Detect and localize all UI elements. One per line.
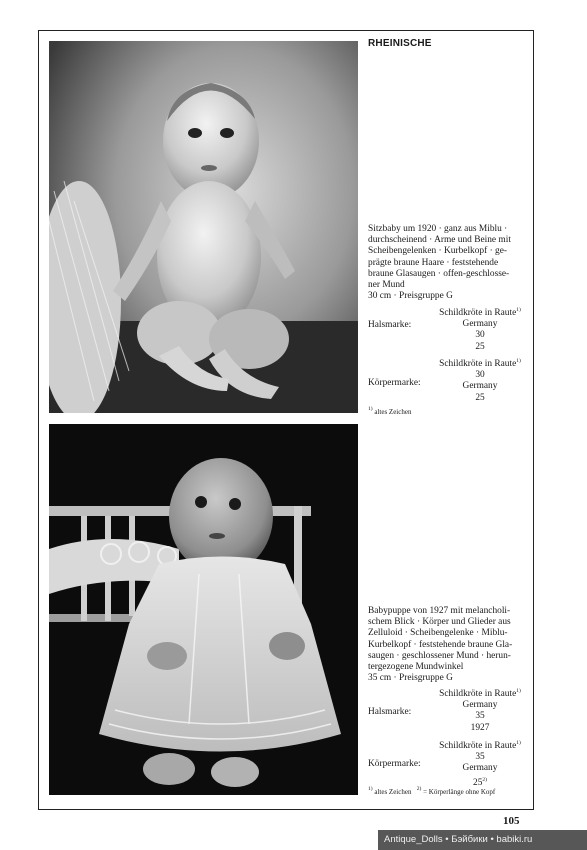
mark-label: Halsmarke: [368, 707, 412, 717]
desc-line: Babypuppe von 1927 mit melancholi- [368, 606, 511, 616]
entry-2-neck-mark [368, 686, 530, 734]
page-number: 105 [503, 815, 520, 827]
footnote-ref: 1) [516, 688, 521, 694]
mark-line: 1927 [470, 722, 490, 733]
footnote-marker: 2) [416, 786, 422, 792]
entry-2-body-mark [368, 738, 530, 786]
desc-line: prägte braune Haare · feststehende [368, 257, 499, 268]
mark-label: Körpermarke: [368, 378, 421, 388]
footnote-ref: 1) [516, 740, 521, 746]
desc-line: saugen · geschlossener Mund · herun- [368, 650, 511, 661]
mark-brand: Schildkröte in Raute [439, 359, 517, 369]
mark-brand: Schildkröte in Raute [439, 308, 517, 318]
footnote-marker: 1) [368, 406, 373, 412]
mark-brand: Schildkröte in Raute [439, 741, 517, 751]
mark-line: 35 [475, 752, 485, 763]
footnote-text: altes Zeichen [374, 408, 412, 416]
desc-line: Sitzbaby um 1920 · ganz aus Miblu · [368, 224, 508, 234]
desc-line: schem Blick · Körper und Glieder aus [368, 617, 511, 628]
footnote-text: = Körperlänge ohne Kopf [423, 788, 496, 796]
footnote-ref: 2) [482, 776, 487, 783]
mark-line: 35 [475, 711, 485, 722]
entry-1-description [368, 224, 530, 302]
desc-line: braune Glasaugen · offen-geschlosse- [368, 268, 510, 279]
mark-line: Germany [462, 700, 498, 711]
mark-label: Körpermarke: [368, 759, 421, 769]
entry-2-description [368, 606, 530, 684]
mark-line: 25 [473, 777, 483, 788]
section-title: RHEINISCHE [368, 38, 432, 49]
footnote-ref: 1) [516, 358, 521, 364]
footnote-ref: 1) [516, 307, 521, 313]
desc-line: ner Mund [368, 280, 405, 291]
photo-baby-doll-dress [49, 424, 358, 795]
mark-line: 25 [475, 341, 485, 352]
mark-brand: Schildkröte in Raute [439, 689, 517, 699]
mark-label: Halsmarke: [368, 320, 412, 330]
mark-line: Germany [462, 381, 498, 392]
entry-1-neck-mark [368, 305, 530, 353]
mark-line: 30 [475, 370, 485, 381]
mark-line: 30 [475, 330, 485, 341]
footnote-marker: 1) [368, 786, 373, 792]
footnote-text: altes Zeichen [374, 788, 412, 796]
desc-line: 30 cm · Preisgruppe G [368, 291, 453, 302]
entry-2-footnotes [368, 785, 495, 797]
entry-1-body-mark [368, 356, 530, 404]
desc-line: 35 cm · Preisgruppe G [368, 673, 453, 684]
desc-line: tergezogene Mundwinkel [368, 662, 464, 673]
desc-line: Scheibengelenken · Kurbelkopf · ge- [368, 246, 508, 257]
mark-line: Germany [462, 763, 498, 774]
desc-line: Zelluloid · Scheibengelenke · Miblu- [368, 628, 508, 639]
desc-line: durchscheinend · Arme und Beine mit [368, 235, 511, 246]
mark-line: 25 [475, 392, 485, 403]
photo-sitting-baby [49, 41, 358, 413]
entry-1-footnote [368, 405, 411, 417]
desc-line: Kurbelkopf · feststehende braune Gla- [368, 639, 513, 650]
watermark: Antique_Dolls • Бэйбики • babiki.ru [378, 830, 587, 850]
mark-line: Germany [462, 319, 498, 330]
